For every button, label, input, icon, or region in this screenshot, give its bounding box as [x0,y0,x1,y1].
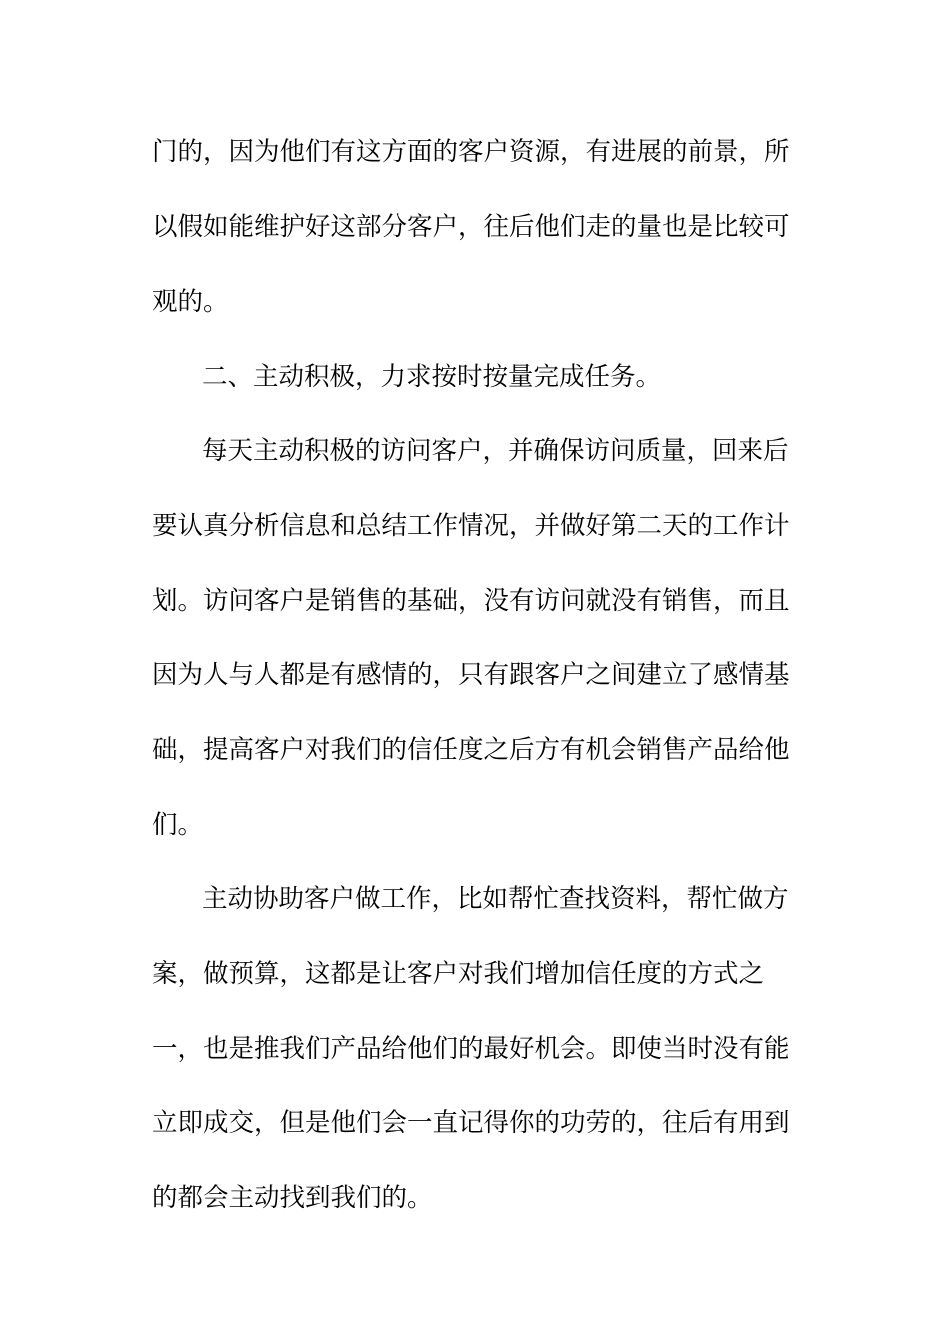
paragraph-line: 因为人与人都是有感情的，只有跟客户之间建立了感情基 [152,660,790,690]
paragraph-line: 们。 [152,810,204,840]
paragraph-line: 观的。 [152,287,229,317]
paragraph-line: 础，提高客户对我们的信任度之后方有机会销售产品给他 [152,735,790,765]
paragraph-line: 立即成交，但是他们会一直记得你的功劳的，往后有用到 [152,1108,790,1138]
paragraph-line: 主动协助客户做工作，比如帮忙查找资料，帮忙做方 [202,884,789,914]
paragraph-line: 的都会主动找到我们的。 [152,1183,433,1213]
paragraph-line: 每天主动积极的访问客户，并确保访问质量，回来后 [202,436,789,466]
paragraph-line: 以假如能维护好这部分客户，往后他们走的量也是比较可 [152,212,790,242]
paragraph-line: 要认真分析信息和总结工作情况，并做好第二天的工作计 [152,511,790,541]
section-heading: 二、主动积极，力求按时按量完成任务。 [202,362,662,392]
paragraph-line: 一，也是推我们产品给他们的最好机会。即使当时没有能 [152,1034,790,1064]
paragraph-line: 划。访问客户是销售的基础，没有访问就没有销售，而且 [152,586,790,616]
paragraph-line: 案，做预算，这都是让客户对我们增加信任度的方式之 [152,959,765,989]
paragraph-line: 门的，因为他们有这方面的客户资源，有进展的前景，所 [152,137,790,167]
